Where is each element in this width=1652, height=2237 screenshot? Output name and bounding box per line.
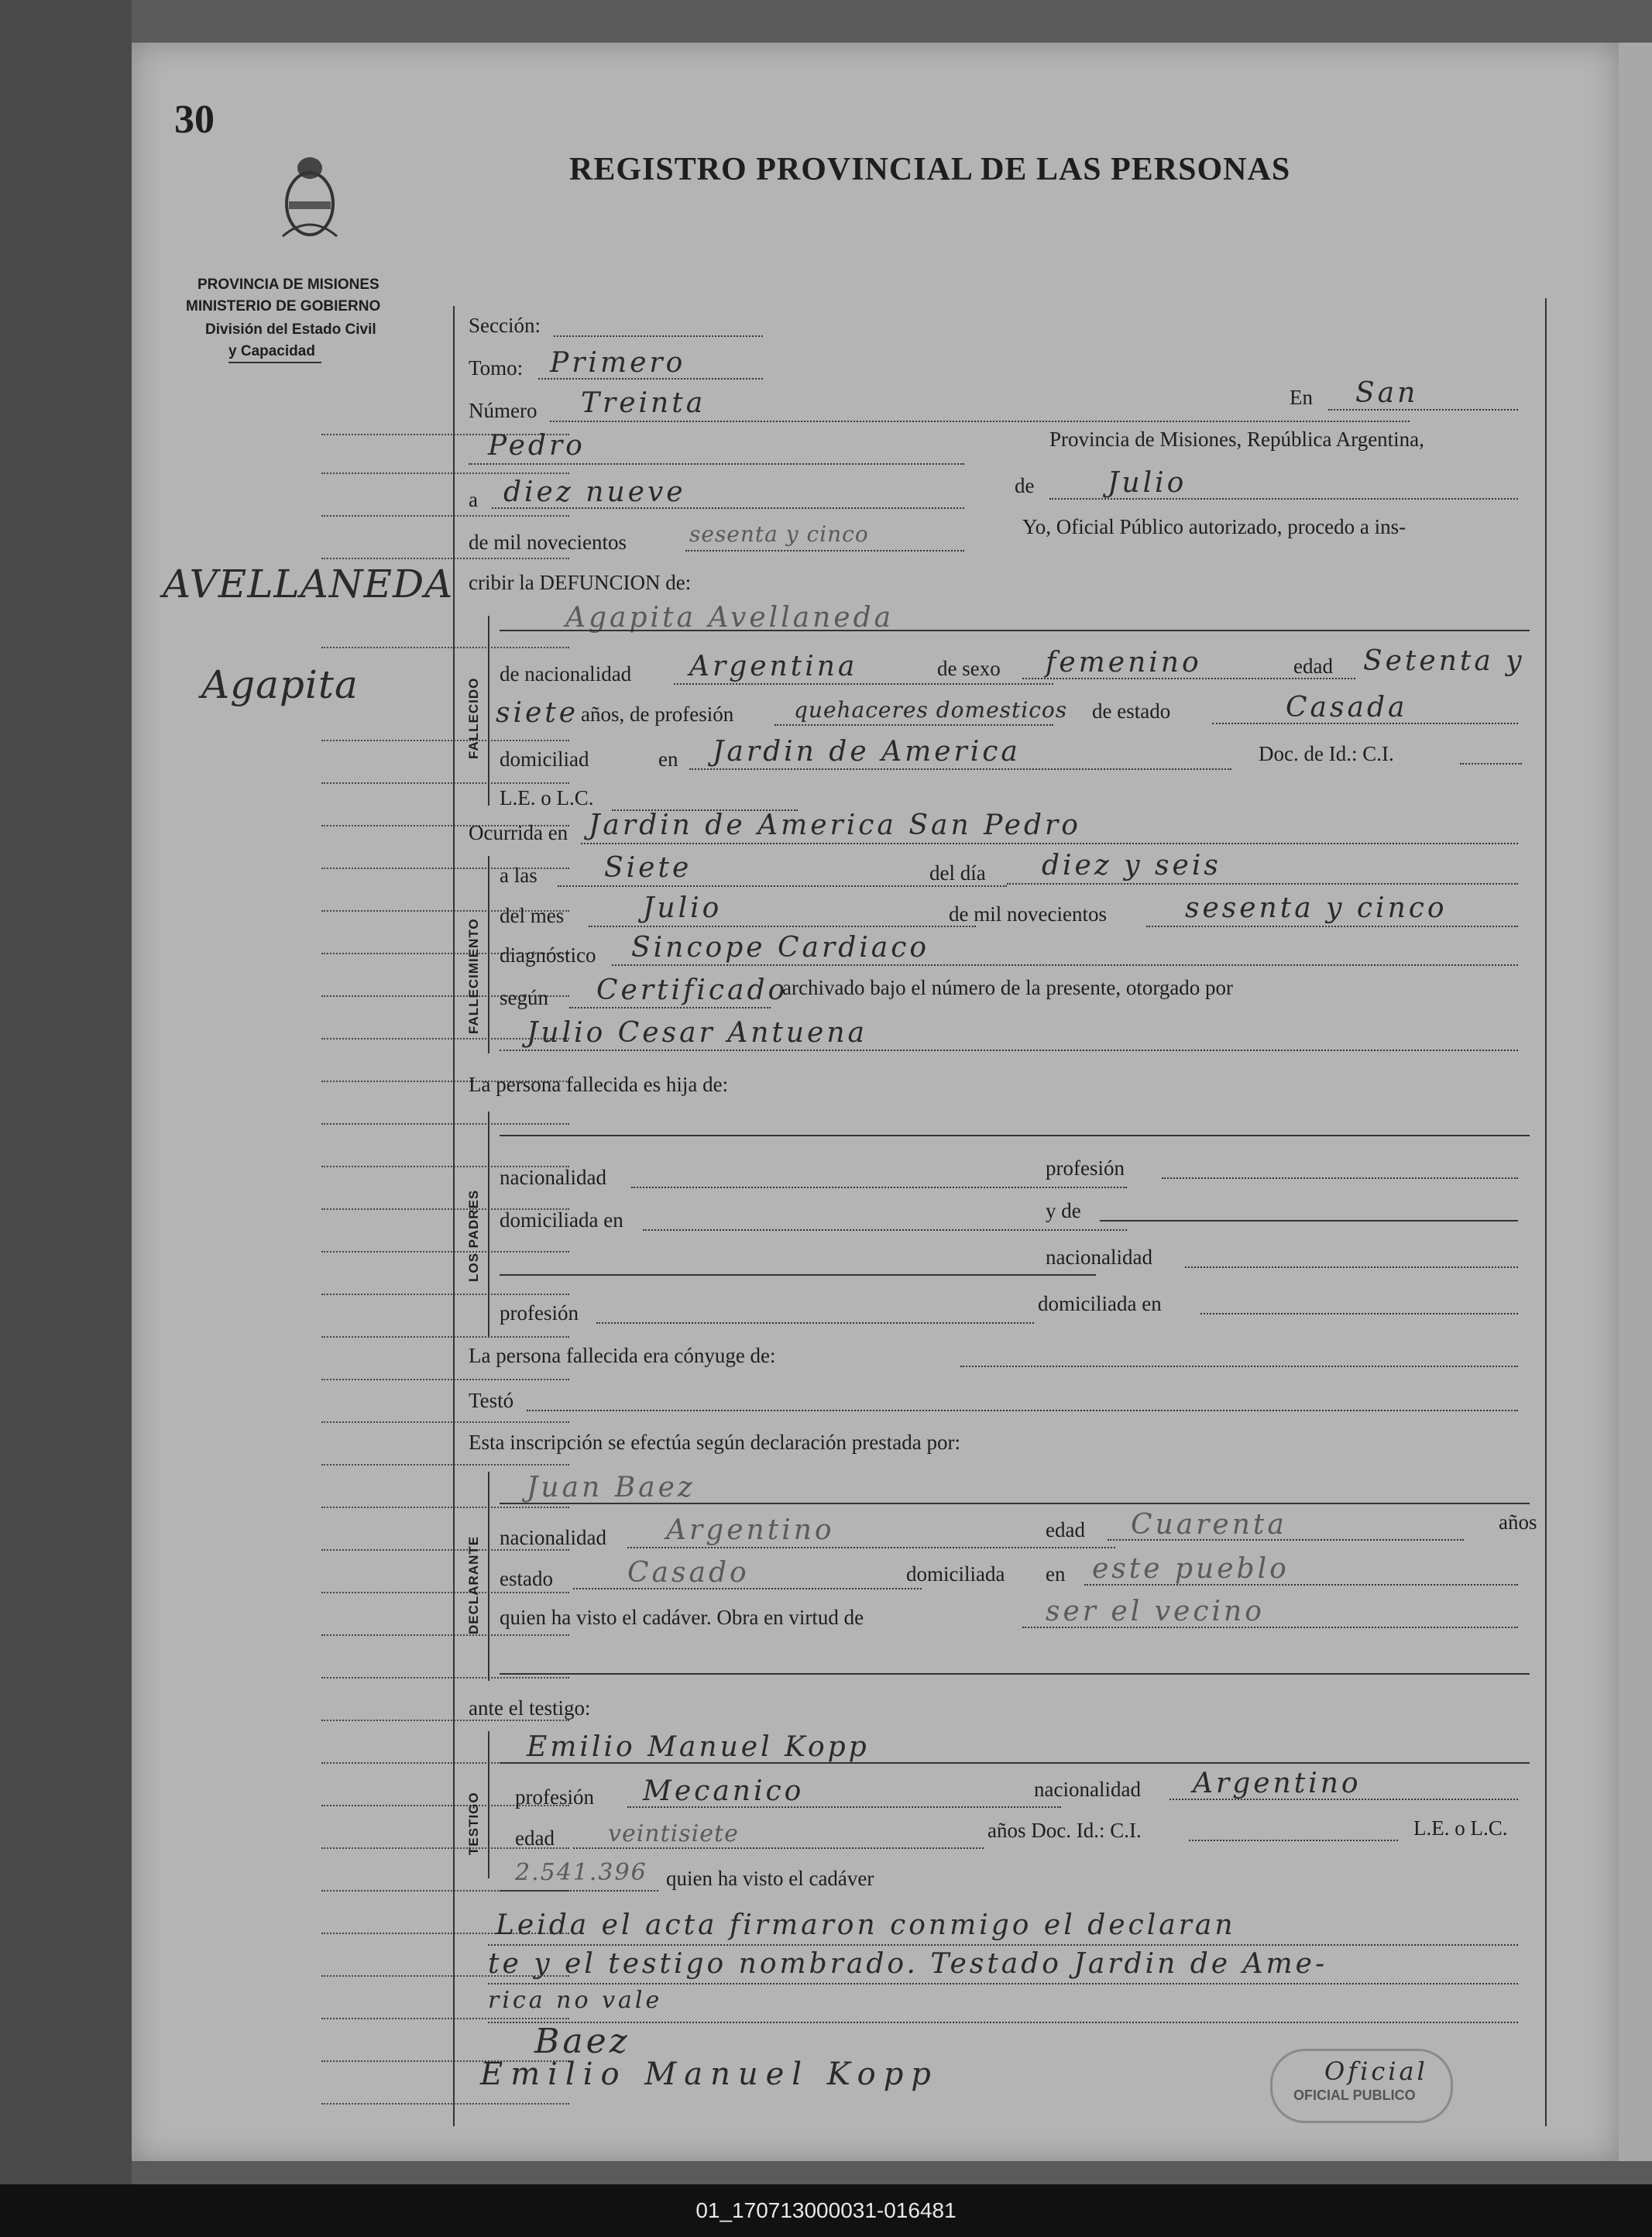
ocurrida-value: Jardin de America San Pedro <box>589 809 1081 841</box>
declarante-nombre: Juan Baez <box>527 1472 695 1503</box>
agency-underline <box>228 362 321 363</box>
signature-testigo: Emilio Manuel Kopp <box>480 2057 939 2092</box>
testigo-nacionalidad-label: nacionalidad <box>1034 1778 1141 1801</box>
segun-label: según <box>500 986 548 1009</box>
ocurrida-label: Ocurrida en <box>469 821 568 844</box>
mes-label: del mes <box>500 904 565 927</box>
testigo-le-label: L.E. o L.C. <box>1413 1816 1508 1840</box>
padres-side-label: LOS PADRES <box>466 1189 481 1282</box>
inscribir-text: cribir la DEFUNCION de: <box>469 571 692 594</box>
declarante-domicilio-value: este pueblo <box>1092 1553 1290 1585</box>
declaracion-text: Esta inscripción se efectúa según declaración prestada por: <box>469 1431 960 1454</box>
fallecido-bracket <box>488 616 489 806</box>
closing-line-3: rica no vale <box>488 1987 663 2014</box>
form-left-border <box>453 306 455 2126</box>
fallec-mil-label: de mil novecientos <box>949 902 1107 926</box>
margin-given-name: Agapita <box>201 662 359 707</box>
testigo-cadaver-text: quien ha visto el cadáver <box>666 1867 874 1890</box>
sexo-value: femenino <box>1046 647 1202 679</box>
a-label: a <box>469 488 478 511</box>
coat-of-arms-icon <box>275 151 345 240</box>
nacionalidad-label: de nacionalidad <box>500 662 632 686</box>
page-title: REGISTRO PROVINCIAL DE LAS PERSONAS <box>569 152 1291 187</box>
fallecimiento-side-label: FALLECIMIENTO <box>466 918 481 1034</box>
testigo-profesion-value: Mecanico <box>643 1775 805 1807</box>
madre-profesion-label: profesión <box>500 1301 579 1325</box>
signature-declarante: Baez <box>534 2022 630 2061</box>
y-de-label: y de <box>1046 1199 1081 1222</box>
declarante-bracket <box>488 1472 489 1681</box>
declarante-domiciliada-label: domiciliada <box>906 1562 1005 1586</box>
tomo-label: Tomo: <box>469 356 524 380</box>
declarante-nacionalidad-value: Argentino <box>666 1514 835 1546</box>
testigo-anios-doc-label: años Doc. Id.: C.I. <box>987 1819 1142 1842</box>
closing-line-1: Leida el acta firmaron conmigo el declaran <box>496 1909 1236 1941</box>
medico-value: Julio Cesar Antuena <box>527 1017 867 1049</box>
testigo-bracket <box>488 1731 489 1878</box>
le-label: L.E. o L.C. <box>500 786 594 809</box>
signature-oficial: Oficial <box>1324 2057 1428 2086</box>
estado-label: de estado <box>1092 699 1171 723</box>
archivado-text: archivado bajo el número de la presente, otorgado por <box>782 976 1234 999</box>
edad-value-2: siete <box>496 697 579 729</box>
margin-surname: AVELLANEDA <box>163 562 454 606</box>
oficial-text: Yo, Oficial Público autorizado, procedo a ins- <box>1022 515 1406 538</box>
agency-line-1: PROVINCIA DE MISIONES <box>197 277 380 293</box>
mes-value: Julio <box>643 892 723 924</box>
padre-domiciliada-label: domiciliada en <box>500 1208 623 1232</box>
declarante-estado-label: estado <box>500 1567 553 1590</box>
testigo-nacionalidad-value: Argentino <box>1193 1768 1362 1799</box>
image-identifier: 01_170713000031-016481 <box>0 2184 1652 2237</box>
declarante-edad-label: edad <box>1046 1518 1085 1541</box>
testo-label: Testó <box>469 1389 514 1412</box>
agency-line-4: y Capacidad <box>228 343 315 359</box>
estado-value: Casada <box>1286 692 1408 723</box>
testigo-edad-value: veintisiete <box>608 1820 739 1847</box>
form-right-border <box>1545 298 1547 2126</box>
madre-domiciliada-label: domiciliada en <box>1038 1292 1162 1315</box>
mil-novecientos-label: de mil novecientos <box>469 531 627 554</box>
padre-nacionalidad-label: nacionalidad <box>500 1166 606 1189</box>
profesion-value: quehaceres domesticos <box>794 697 1068 723</box>
testigo-edad-label: edad <box>515 1826 555 1850</box>
numero-value: Treinta <box>581 387 706 419</box>
domicilio-value: Jardin de America <box>713 736 1021 768</box>
doc-label: Doc. de Id.: C.I. <box>1259 742 1394 765</box>
conyuge-text: La persona fallecida era cónyuge de: <box>469 1344 776 1367</box>
domicilio-en-label: en <box>658 747 678 771</box>
facing-page-edge <box>1619 43 1652 2161</box>
hora-value: Siete <box>604 852 692 884</box>
anios-label: años, de profesión <box>581 703 734 726</box>
de-label: de <box>1015 474 1035 497</box>
testigo-profesion-label: profesión <box>515 1785 594 1809</box>
testigo-side-label: TESTIGO <box>466 1792 481 1855</box>
anio-value: sesenta y cinco <box>689 521 869 547</box>
seccion-label: Sección: <box>469 314 541 337</box>
dia-value: diez nueve <box>503 476 686 508</box>
declarante-estado-value: Casado <box>627 1557 750 1589</box>
domiciliado-label: domiciliad <box>500 747 589 771</box>
edad-value-1: Setenta y <box>1363 645 1525 677</box>
place-value-2: Pedro <box>488 430 586 462</box>
agency-line-3: División del Estado Civil <box>205 321 376 338</box>
testigo-doc-value: 2.541.396 <box>515 1859 647 1886</box>
nacionalidad-value: Argentina <box>689 651 858 682</box>
stamp-text: OFICIAL PUBLICO <box>1293 2088 1416 2103</box>
dia-value: diez y seis <box>1042 850 1221 881</box>
numero-label: Número <box>469 399 538 422</box>
tomo-value: Primero <box>550 347 686 379</box>
fallecido-side-label: FALLECIDO <box>466 677 481 759</box>
a-las-label: a las <box>500 864 538 887</box>
fallec-anio-value: sesenta y cinco <box>1185 892 1448 924</box>
declarante-anios-label: años <box>1499 1510 1537 1534</box>
declarante-nacionalidad-label: nacionalidad <box>500 1526 606 1549</box>
edad-label: edad <box>1293 655 1333 678</box>
place-value-1: San <box>1355 377 1419 409</box>
segun-value: Certificado <box>596 974 788 1006</box>
official-stamp <box>1270 2049 1453 2123</box>
madre-nacionalidad-label: nacionalidad <box>1046 1246 1152 1269</box>
mes-value: Julio <box>1108 467 1187 499</box>
testigo-nombre: Emilio Manuel Kopp <box>527 1731 870 1763</box>
fallecimiento-bracket <box>488 856 489 1053</box>
book-spine <box>0 0 132 2184</box>
sexo-label: de sexo <box>937 657 1001 680</box>
padres-bracket <box>488 1112 489 1336</box>
diagnostico-value: Sincope Cardiaco <box>631 932 930 964</box>
fallecido-nombre: Agapita Avellaneda <box>565 602 895 634</box>
declarante-virtud-value: ser el vecino <box>1046 1596 1265 1627</box>
en-label: En <box>1290 386 1313 409</box>
declarante-side-label: DECLARANTE <box>466 1535 481 1634</box>
page-number: 30 <box>174 98 215 142</box>
padre-profesion-label: profesión <box>1046 1156 1125 1180</box>
declarante-en-label: en <box>1046 1562 1066 1586</box>
agency-line-2: MINISTERIO DE GOBIERNO <box>186 298 381 314</box>
declarante-cadaver-text: quien ha visto el cadáver. Obra en virtud de <box>500 1606 864 1629</box>
closing-line-2: te y el testigo nombrado. Testado Jardin de Ame- <box>488 1948 1328 1980</box>
provincia-text: Provincia de Misiones, República Argentina, <box>1049 428 1424 451</box>
testigo-intro: ante el testigo: <box>469 1696 591 1720</box>
hija-text: La persona fallecida es hija de: <box>469 1073 729 1096</box>
register-page <box>132 43 1619 2161</box>
declarante-edad-value: Cuarenta <box>1131 1509 1287 1541</box>
dia-label: del día <box>929 861 986 885</box>
diagnostico-label: diagnóstico <box>500 943 596 967</box>
